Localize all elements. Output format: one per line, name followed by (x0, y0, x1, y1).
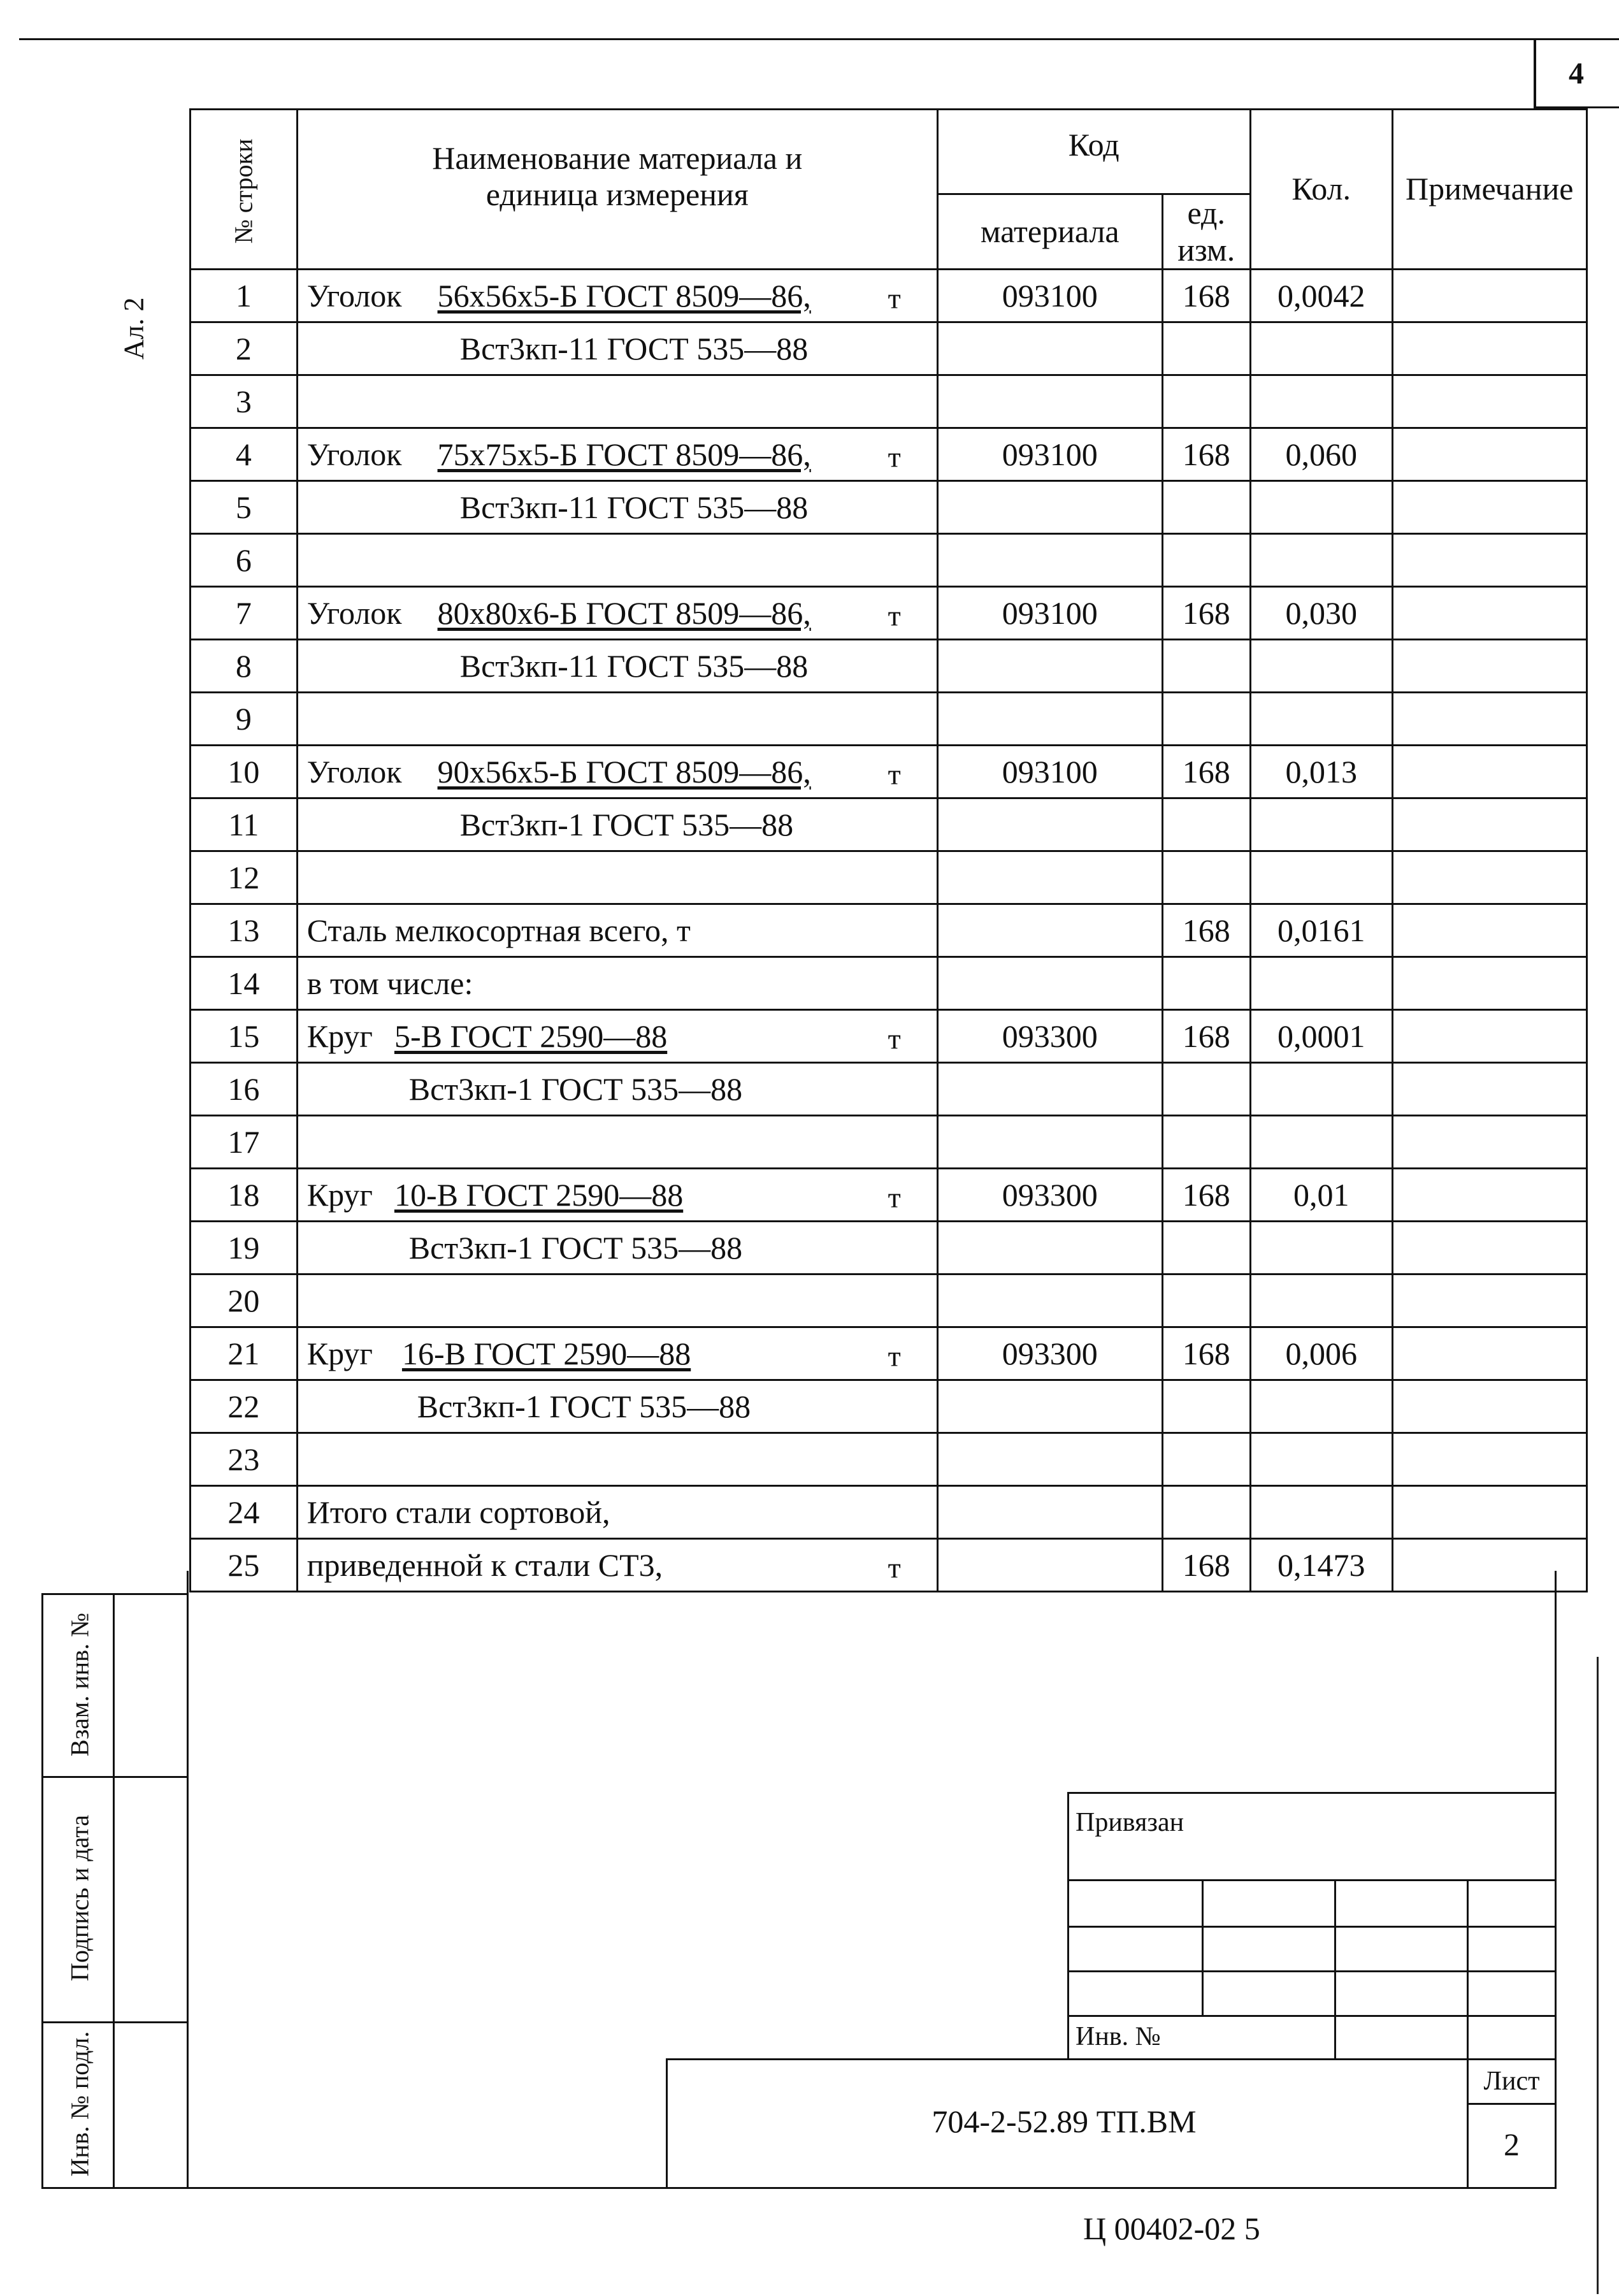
quantity: 0,01 (1250, 1169, 1392, 1222)
material-spec: 56х56х5-Б ГОСТ 8509—86, (437, 278, 811, 314)
page-number: 4 (1569, 57, 1584, 90)
unit-code (1162, 957, 1250, 1010)
material-name: Уголок (306, 437, 402, 472)
material-code (937, 798, 1162, 851)
material-name-cell (297, 746, 937, 798)
material-name: Круг (306, 1177, 373, 1213)
material-name: Круг (306, 1018, 373, 1054)
title-block-main-top (666, 2058, 1556, 2060)
material-name-cell (297, 375, 937, 428)
title-block-privyazan-label: Привязан (1076, 1808, 1184, 1837)
table-row (191, 375, 1587, 428)
side-stamp-podpis-text: Подпись и дата (65, 1814, 94, 1982)
material-code: 093300 (937, 1010, 1162, 1063)
table-row (191, 587, 1587, 640)
note-cell (1392, 957, 1587, 1010)
unit-code: 168 (1162, 1010, 1250, 1063)
row-number: 23 (191, 1433, 298, 1486)
unit-code (1162, 851, 1250, 904)
material-name: Уголок (306, 595, 402, 631)
material-code (937, 375, 1162, 428)
note-cell (1392, 1433, 1587, 1486)
material-code (937, 1539, 1162, 1592)
quantity: 0,0042 (1250, 270, 1392, 322)
note-cell (1392, 640, 1587, 693)
note-cell (1392, 375, 1587, 428)
steel-grade: Вст3кп-1 ГОСТ 535—88 (417, 1389, 751, 1424)
unit-code (1162, 375, 1250, 428)
material-spec: 10-В ГОСТ 2590—88 (394, 1177, 684, 1213)
row-number: 9 (191, 693, 298, 746)
row-number: 3 (191, 375, 298, 428)
row-number: 12 (191, 851, 298, 904)
row-number: 6 (191, 534, 298, 587)
unit-code: 168 (1162, 270, 1250, 322)
unit-mark: т (888, 1022, 901, 1055)
table-header-row-1 (191, 110, 1587, 194)
table-row (191, 957, 1587, 1010)
quantity (1250, 851, 1392, 904)
title-block-vline-a (1067, 1792, 1069, 2060)
row-number: 13 (191, 904, 298, 957)
row-number: 17 (191, 1116, 298, 1169)
header-quantity: Кол. (1250, 110, 1392, 270)
side-stamp-podpis-field (115, 1776, 189, 2023)
material-name-cell (297, 1169, 937, 1222)
material-name-cell (297, 904, 937, 957)
sheet-label: Лист (1483, 2067, 1540, 2096)
table-row (191, 322, 1587, 375)
row-number: 14 (191, 957, 298, 1010)
material-name-cell (297, 1486, 937, 1539)
unit-code (1162, 1222, 1250, 1274)
steel-grade: Вст3кп-1 ГОСТ 535—88 (408, 1230, 743, 1266)
unit-mark: т (888, 1339, 901, 1373)
note-cell (1392, 1380, 1587, 1433)
quantity (1250, 693, 1392, 746)
material-spec: 75х75х5-Б ГОСТ 8509—86, (437, 437, 811, 472)
material-name-cell (297, 1010, 937, 1063)
materials-table (189, 108, 1588, 1592)
material-code (937, 851, 1162, 904)
note-cell (1392, 270, 1587, 322)
table-row (191, 534, 1587, 587)
unit-code (1162, 693, 1250, 746)
top-rule (19, 38, 1619, 40)
material-code: 093100 (937, 428, 1162, 481)
unit-mark: т (888, 758, 901, 791)
note-cell (1392, 1222, 1587, 1274)
unit-code: 168 (1162, 1327, 1250, 1380)
material-code: 093300 (937, 1327, 1162, 1380)
material-name: Итого стали сортовой, (306, 1494, 610, 1530)
quantity (1250, 798, 1392, 851)
row-number: 1 (191, 270, 298, 322)
quantity: 0,060 (1250, 428, 1392, 481)
material-code (937, 640, 1162, 693)
unit-mark: т (888, 1181, 901, 1214)
unit-mark: т (888, 440, 901, 473)
unit-code (1162, 1433, 1250, 1486)
unit-mark: т (888, 1551, 901, 1584)
table-row (191, 693, 1587, 746)
unit-code (1162, 1063, 1250, 1116)
note-cell (1392, 851, 1587, 904)
note-cell (1392, 1010, 1587, 1063)
material-name-cell (297, 1433, 937, 1486)
unit-code (1162, 1380, 1250, 1433)
quantity (1250, 1222, 1392, 1274)
material-code: 093300 (937, 1169, 1162, 1222)
header-row-number-text: № строки (229, 138, 258, 244)
header-material-name: Наименование материала и единица измерения (297, 110, 937, 270)
material-code (937, 1116, 1162, 1169)
title-block-grid-line-1 (1067, 1879, 1556, 1881)
row-number: 25 (191, 1539, 298, 1592)
title-block-grid-line-4 (1067, 2015, 1556, 2017)
material-code (937, 1433, 1162, 1486)
material-name: Уголок (306, 754, 402, 790)
note-cell (1392, 1327, 1587, 1380)
table-row (191, 1539, 1587, 1592)
table-row (191, 481, 1587, 534)
note-cell (1392, 534, 1587, 587)
material-name-cell (297, 534, 937, 587)
title-block-vline-b (1202, 1879, 1204, 2015)
material-spec: 16-В ГОСТ 2590—88 (401, 1336, 691, 1371)
material-code: 093100 (937, 587, 1162, 640)
header-note: Примечание (1392, 110, 1587, 270)
table-row (191, 270, 1587, 322)
note-cell (1392, 587, 1587, 640)
title-block-grid-line-3 (1067, 1970, 1556, 1972)
note-cell (1392, 1539, 1587, 1592)
unit-code (1162, 1274, 1250, 1327)
side-stamp-inv-text: Инв. № подл. (65, 2031, 94, 2177)
row-number: 11 (191, 798, 298, 851)
material-name: Уголок (306, 278, 402, 314)
note-cell (1392, 693, 1587, 746)
note-cell (1392, 428, 1587, 481)
sheet-number: 2 (1504, 2126, 1520, 2162)
material-spec: 5-В ГОСТ 2590—88 (394, 1018, 668, 1054)
footer-code: Ц 00402-02 5 (1083, 2211, 1260, 2246)
material-code (937, 534, 1162, 587)
table-row (191, 1433, 1587, 1486)
material-code (937, 693, 1162, 746)
table-row (191, 1274, 1587, 1327)
material-name-cell (297, 1380, 937, 1433)
header-code-group: Код (937, 110, 1250, 194)
material-name-cell (297, 640, 937, 693)
unit-code (1162, 481, 1250, 534)
material-name: в том числе: (306, 965, 473, 1001)
material-code: 093100 (937, 746, 1162, 798)
quantity: 0,0161 (1250, 904, 1392, 957)
title-block-inv-label: Инв. № (1076, 2022, 1161, 2051)
quantity (1250, 1486, 1392, 1539)
title-block-vline-c (1334, 1879, 1336, 2060)
quantity: 0,006 (1250, 1327, 1392, 1380)
material-code (937, 1486, 1162, 1539)
unit-code: 168 (1162, 428, 1250, 481)
unit-code: 168 (1162, 587, 1250, 640)
unit-code (1162, 534, 1250, 587)
table-row (191, 851, 1587, 904)
steel-grade: Вст3кп-1 ГОСТ 535—88 (459, 807, 794, 842)
header-code-material: материала (937, 194, 1162, 270)
quantity (1250, 957, 1392, 1010)
row-number: 21 (191, 1327, 298, 1380)
steel-grade: Вст3кп-11 ГОСТ 535—88 (459, 648, 809, 684)
document-code: 704-2-52.89 ТП.ВМ (932, 2104, 1197, 2139)
quantity: 0,013 (1250, 746, 1392, 798)
quantity: 0,0001 (1250, 1010, 1392, 1063)
quantity (1250, 1274, 1392, 1327)
row-number: 19 (191, 1222, 298, 1274)
material-code (937, 1274, 1162, 1327)
material-code (937, 481, 1162, 534)
material-code (937, 904, 1162, 957)
material-name-cell (297, 851, 937, 904)
table-row (191, 746, 1587, 798)
material-name-cell (297, 957, 937, 1010)
material-name: приведенной к стали СТ3, (306, 1547, 663, 1583)
note-cell (1392, 798, 1587, 851)
unit-mark: т (888, 599, 901, 632)
quantity (1250, 1380, 1392, 1433)
material-code (937, 1380, 1162, 1433)
row-number: 5 (191, 481, 298, 534)
unit-code: 168 (1162, 1169, 1250, 1222)
quantity (1250, 534, 1392, 587)
note-cell (1392, 1486, 1587, 1539)
table-row (191, 1486, 1587, 1539)
material-name-cell (297, 693, 937, 746)
material-name-cell (297, 1539, 937, 1592)
frame-bottom-line (41, 2187, 1557, 2189)
quantity (1250, 1116, 1392, 1169)
material-code (937, 1222, 1162, 1274)
material-spec: 90х56х5-Б ГОСТ 8509—86, (437, 754, 811, 790)
row-number: 16 (191, 1063, 298, 1116)
album-label: Ал. 2 (118, 297, 150, 360)
row-number: 15 (191, 1010, 298, 1063)
steel-grade: Вст3кп-11 ГОСТ 535—88 (459, 331, 809, 366)
unit-code: 168 (1162, 746, 1250, 798)
material-code (937, 1063, 1162, 1116)
row-number: 24 (191, 1486, 298, 1539)
row-number: 7 (191, 587, 298, 640)
header-code-unit: ед. изм. (1162, 194, 1250, 270)
material-name-cell (297, 1222, 937, 1274)
steel-grade: Вст3кп-1 ГОСТ 535—88 (408, 1071, 743, 1107)
table-row (191, 428, 1587, 481)
title-block-list-divider (1467, 2103, 1556, 2105)
material-spec: 80х80х6-Б ГОСТ 8509—86, (437, 595, 811, 631)
scan-edge-line (1597, 1657, 1599, 2294)
table-row (191, 1063, 1587, 1116)
table-row (191, 1116, 1587, 1169)
note-cell (1392, 1063, 1587, 1116)
quantity (1250, 481, 1392, 534)
quantity (1250, 1433, 1392, 1486)
note-cell (1392, 322, 1587, 375)
steel-grade: Вст3кп-11 ГОСТ 535—88 (459, 489, 809, 525)
row-number: 4 (191, 428, 298, 481)
table-row (191, 904, 1587, 957)
unit-code (1162, 1116, 1250, 1169)
table-row (191, 1222, 1587, 1274)
quantity (1250, 322, 1392, 375)
material-name-cell (297, 481, 937, 534)
material-name-cell (297, 428, 937, 481)
table-row (191, 1327, 1587, 1380)
material-name-cell (297, 1063, 937, 1116)
material-name: Сталь мелкосортная всего, т (306, 913, 691, 948)
row-number: 18 (191, 1169, 298, 1222)
material-name-cell (297, 1274, 937, 1327)
note-cell (1392, 1169, 1587, 1222)
unit-code (1162, 640, 1250, 693)
row-number: 2 (191, 322, 298, 375)
quantity: 0,1473 (1250, 1539, 1392, 1592)
material-code (937, 957, 1162, 1010)
unit-code: 168 (1162, 904, 1250, 957)
row-number: 22 (191, 1380, 298, 1433)
material-name-cell (297, 1116, 937, 1169)
note-cell (1392, 1274, 1587, 1327)
unit-mark: т (888, 282, 901, 315)
quantity (1250, 640, 1392, 693)
note-cell (1392, 904, 1587, 957)
unit-code (1162, 322, 1250, 375)
table-row (191, 1169, 1587, 1222)
quantity: 0,030 (1250, 587, 1392, 640)
quantity (1250, 1063, 1392, 1116)
material-code: 093100 (937, 270, 1162, 322)
material-name-cell (297, 322, 937, 375)
note-cell (1392, 481, 1587, 534)
quantity (1250, 375, 1392, 428)
material-name-cell (297, 587, 937, 640)
side-stamp-vzam-field (115, 1593, 189, 1778)
material-name-cell (297, 1327, 937, 1380)
material-name-cell (297, 270, 937, 322)
material-code (937, 322, 1162, 375)
note-cell (1392, 1116, 1587, 1169)
unit-code (1162, 798, 1250, 851)
row-number: 8 (191, 640, 298, 693)
table-row (191, 1380, 1587, 1433)
unit-code (1162, 1486, 1250, 1539)
side-stamp-vzam-text: Взам. инв. № (65, 1612, 94, 1757)
title-block-grid-line-2 (1067, 1926, 1556, 1928)
note-cell (1392, 746, 1587, 798)
header-row-number (191, 110, 298, 270)
table-row (191, 798, 1587, 851)
unit-code: 168 (1162, 1539, 1250, 1592)
row-number: 20 (191, 1274, 298, 1327)
material-name-cell (297, 798, 937, 851)
material-name: Круг (306, 1336, 373, 1371)
row-number: 10 (191, 746, 298, 798)
table-row (191, 1010, 1587, 1063)
table-row (191, 640, 1587, 693)
